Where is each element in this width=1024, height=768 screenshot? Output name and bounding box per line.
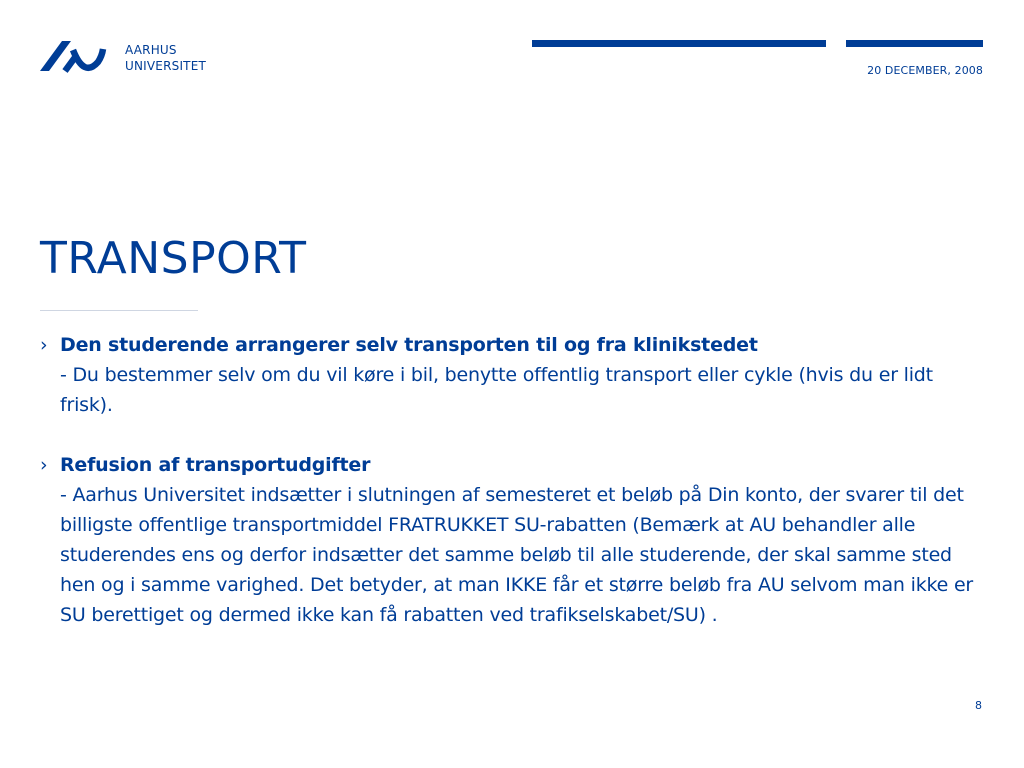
brand-line-2: UNIVERSITET (125, 59, 207, 73)
bullet-body: - Aarhus Universitet indsætter i slutningen af semesteret et beløb på Din konto, der svarer til det billigste offentlige transportmiddel FRATRUKKET SU-rabatten (Bemærk at AU behandler alle studerendes ens og derfor indsætter det samme beløb til alle studerende, der skal samme sted hen og i samme varighed. Det betyder, at man IKKE får et større beløb fra AU selvom man ikke er SU berettiget og dermed ikke kan få rabatten ved trafikselskabet/SU) . (60, 484, 974, 626)
header-bar-short (846, 40, 983, 47)
bullet-heading: Refusion af transportudgifter (60, 454, 371, 476)
slide-date: 20 DECEMBER, 2008 (867, 64, 983, 77)
bullet-body: - Du bestemmer selv om du vil køre i bil, benytte offentlig transport eller cykle (hvis du er lidt frisk). (60, 364, 933, 416)
brand-line-1: AARHUS (125, 43, 177, 57)
title-divider (40, 310, 198, 311)
aarhus-university-logo-icon (40, 40, 108, 76)
slide-title: TRANSPORT (40, 233, 307, 284)
bullet-item (40, 330, 980, 420)
bullet-heading: Den studerende arrangerer selv transporten til og fra klinikstedet (60, 334, 758, 356)
chevron-right-icon: › (40, 454, 48, 476)
bullet-item (40, 450, 980, 630)
chevron-right-icon: › (40, 334, 48, 356)
slide-content (40, 330, 980, 630)
brand-name (125, 42, 206, 74)
page-number: 8 (975, 699, 982, 712)
header-bar-long (532, 40, 826, 47)
